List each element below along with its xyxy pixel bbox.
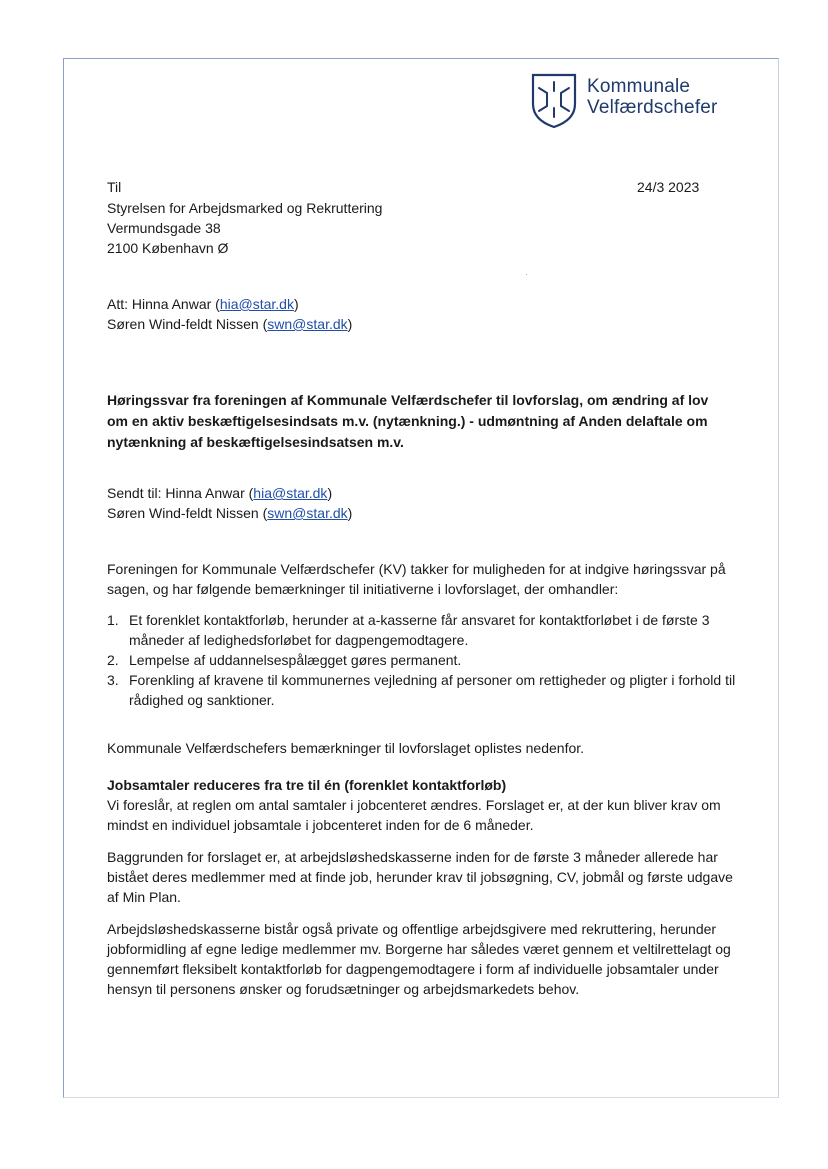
sent-prefix: Sendt til: Hinna Anwar ( <box>107 485 254 501</box>
list-item-text: Et forenklet kontaktforløb, herunder at a-kasserne får ansvaret for kontaktforløbet i de første 3 måneder af ledighedsforløbet for dagpengemodtagere. <box>129 612 710 648</box>
list-item-number: 3. <box>107 672 119 688</box>
logo-text <box>587 76 718 118</box>
list-item <box>107 610 737 650</box>
intro-paragraph: Foreningen for Kommunale Velfærdschefer (KV) takker for muligheden for at indgive høringssvar på sagen, og har følgende bemærkninger til initiativerne i lovforslaget, der omhandler: <box>107 561 726 597</box>
section-heading: Jobsamtaler reduceres fra tre til én (forenklet kontaktforløb) <box>107 777 507 793</box>
sent-line-1 <box>107 483 332 503</box>
att-suffix-2: ) <box>347 316 353 332</box>
list-item-text: Forenkling af kravene til kommunernes vejledning af personer om rettigheder og pligter i forhold til rådighed og sanktioner. <box>129 672 736 708</box>
remarks-intro: Kommunale Velfærdschefers bemærkninger til lovforslaget oplistes nedenfor. <box>107 740 585 756</box>
list-item-number: 2. <box>107 652 119 668</box>
att-line-2 <box>107 314 352 334</box>
recipient-line-3: Vermundsgade 38 <box>107 220 221 236</box>
sent-suffix-2: ) <box>347 505 353 521</box>
recipient-line-4: 2100 København Ø <box>107 240 229 256</box>
shield-star-icon <box>530 72 578 130</box>
att-suffix-1: ) <box>293 296 299 312</box>
sent-email-swn-link[interactable]: swn@star.dk <box>267 505 348 521</box>
sent-suffix-1: ) <box>327 485 333 501</box>
sent-email-hia-link[interactable]: hia@star.dk <box>253 485 328 501</box>
section-paragraph-1: Vi foreslår, at reglen om antal samtaler i jobcenteret ændres. Forslaget er, at der kun bliver krav om mindst en individuel jobsamtale i jobcenteret inden for de 6 måneder. <box>107 797 721 833</box>
list-item <box>107 650 737 670</box>
sent-line-2 <box>107 503 352 523</box>
att-email-hia-link[interactable]: hia@star.dk <box>219 296 294 312</box>
initiatives-list <box>107 610 737 710</box>
subject-heading: Høringssvar fra foreningen af Kommunale Velfærdschefer til lovforslag, om ændring af lov om en aktiv beskæftigelsesindsats m.v. (nytænkning.) - udmøntning af Anden delaftale om nytænkning af beskæftigelsesindsatsen m.v. <box>107 392 709 450</box>
att-prefix: Att: Hinna Anwar ( <box>107 296 220 312</box>
section-paragraph-3: Arbejdsløshedskasserne bistår også private og offentlige arbejdsgivere med rekruttering, herunder jobformidling af egne ledige medlemmer mv. Borgerne har således været gennem et veltilrettelagt og gennemført fleksibelt kontaktforløb for dagpengemodtagere i form af individuelle jobsamtaler under hensyn til personens ønsker og forudsætninger og arbejdsmarkedets behov. <box>107 921 731 997</box>
letter-date: 24/3 2023 <box>637 179 700 195</box>
scan-speck <box>526 274 527 275</box>
section-paragraph-2: Baggrunden for forslaget er, at arbejdsløshedskasserne inden for de første 3 måneder allerede har bistået deres medlemmer med at finde job, herunder krav til jobsøgning, CV, jobmål og første udgave af Min Plan. <box>107 849 733 905</box>
att-email-swn-link[interactable]: swn@star.dk <box>267 316 348 332</box>
sent-name-2: Søren Wind-feldt Nissen ( <box>107 505 268 521</box>
list-item <box>107 670 737 710</box>
logo-line-1: Kommunale <box>587 76 691 97</box>
att-name-2: Søren Wind-feldt Nissen ( <box>107 316 268 332</box>
list-item-number: 1. <box>107 612 119 628</box>
recipient-line-1: Til <box>107 179 122 195</box>
logo-line-2: Velfærdschefer <box>587 97 718 118</box>
att-line-1 <box>107 294 299 314</box>
logo <box>530 72 750 132</box>
recipient-line-2: Styrelsen for Arbejdsmarked og Rekruttering <box>107 200 383 216</box>
list-item-text: Lempelse af uddannelsespålægget gøres permanent. <box>129 652 462 668</box>
